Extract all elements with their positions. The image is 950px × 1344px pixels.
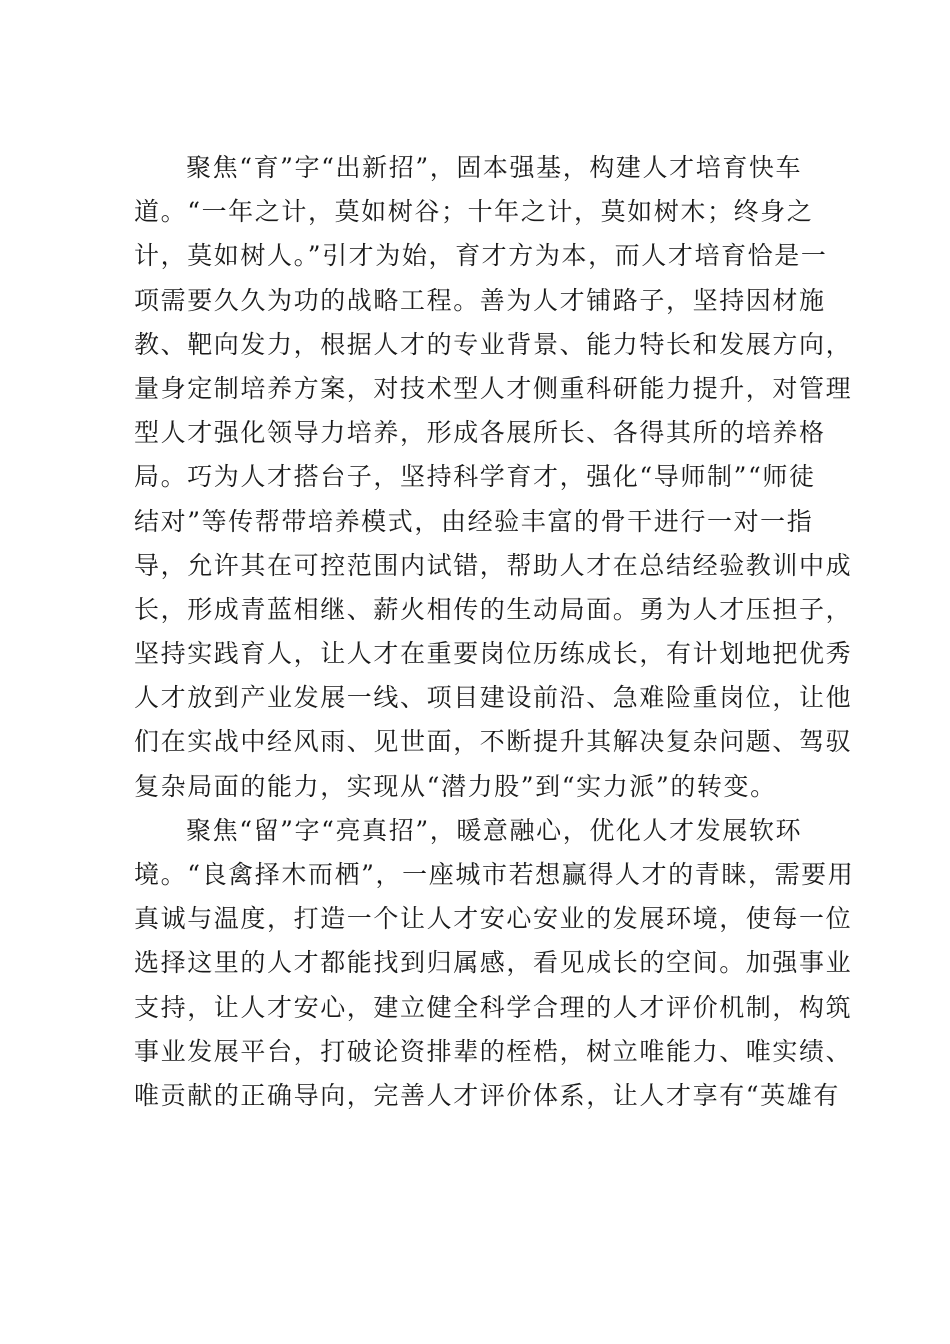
text-line: 教、靶向发力，根据人才的专业背景、能力特长和发展方向， [134,329,853,359]
text-line: 量身定制培养方案，对技术型人才侧重科研能力提升，对管理 [134,373,853,403]
paragraph-talent-retention [134,809,855,1118]
text-line: 项需要久久为功的战略工程。善为人才铺路子，坚持因材施 [134,285,826,315]
text-line: 道。“一年之计，莫如树谷；十年之计，莫如树木；终身之 [134,197,814,227]
text-line: 计，莫如树人。”引才为始，育才方为本，而人才培育恰是一 [134,241,828,271]
text-line: 聚焦“留”字“亮真招”，暖意融心，优化人才发展软环 [186,815,803,845]
paragraph-talent-cultivation [134,146,853,809]
text-line: 人才放到产业发展一线、项目建设前沿、急难险重岗位，让他 [134,683,853,713]
text-line: 长，形成青蓝相继、薪火相传的生动局面。勇为人才压担子， [134,594,853,624]
text-line: 复杂局面的能力，实现从“潜力股”到“实力派”的转变。 [134,771,777,801]
document-body [134,146,855,1118]
text-line: 境。“良禽择木而栖”，一座城市若想赢得人才的青睐，需要用 [134,860,855,889]
text-line: 支持，让人才安心，建立健全科学合理的人才评价机制，构筑 [134,992,853,1022]
text-line: 导，允许其在可控范围内试错，帮助人才在总结经验教训中成 [134,550,853,580]
text-line: 真诚与温度，打造一个让人才安心安业的发展环境，使每一位 [134,904,853,934]
text-line: 们在实战中经风雨、见世面，不断提升其解决复杂问题、驾驭 [134,727,853,757]
text-line: 结对”等传帮带培养模式，由经验丰富的骨干进行一对一指 [134,506,814,536]
text-line: 事业发展平台，打破论资排辈的桎梏，树立唯能力、唯实绩、 [134,1036,853,1066]
text-line: 坚持实践育人，让人才在重要岗位历练成长，有计划地把优秀 [134,639,853,669]
text-line: 聚焦“育”字“出新招”，固本强基，构建人才培育快车 [186,153,803,182]
text-line: 局。巧为人才搭台子，坚持科学育才，强化“导师制”“师徒 [134,462,816,492]
text-line: 唯贡献的正确导向，完善人才评价体系，让人才享有“英雄有 [134,1080,840,1110]
text-line: 型人才强化领导力培养，形成各展所长、各得其所的培养格 [134,418,826,448]
text-line: 选择这里的人才都能找到归属感，看见成长的空间。加强事业 [134,948,853,978]
